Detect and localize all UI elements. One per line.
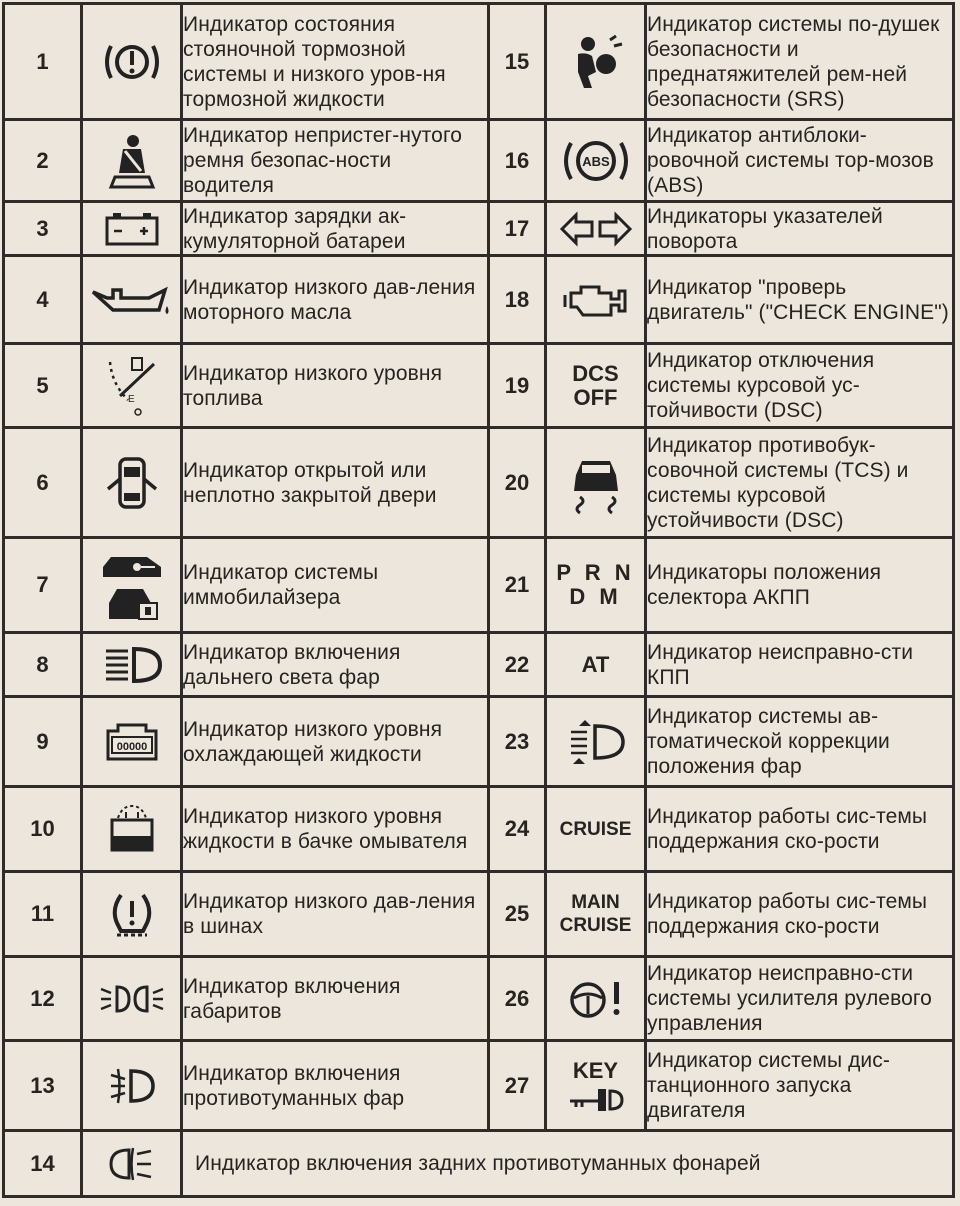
item-number: 15 xyxy=(489,4,546,120)
gear-selector-indicator xyxy=(546,538,646,633)
table-row xyxy=(4,787,954,872)
item-number: 27 xyxy=(489,1041,546,1131)
item-number: 5 xyxy=(4,344,82,428)
item-description: Индикатор "проверь двигатель" ("CHECK ENGINE") xyxy=(646,256,954,344)
item-number: 2 xyxy=(4,120,82,202)
main-cruise-indicator xyxy=(546,872,646,957)
item-description: Индикатор антиблоки-ровочной системы тор-мозов (ABS) xyxy=(646,120,954,202)
item-description: Индикатор низкого уровня жидкости в бачке омывателя xyxy=(182,787,489,872)
item-number: 3 xyxy=(4,202,82,256)
item-number: 26 xyxy=(489,957,546,1041)
item-description: Индикатор работы сис-темы поддержания ско-рости xyxy=(646,787,954,872)
table-row xyxy=(4,256,954,344)
main-cruise-label: MAIN CRUISE xyxy=(559,892,632,936)
fuel-gauge-icon xyxy=(82,344,182,428)
coolant-label: 00000 xyxy=(116,740,147,753)
battery-icon xyxy=(82,202,182,256)
immobilizer-icon xyxy=(82,538,182,633)
high-beam-icon xyxy=(82,633,182,697)
item-description: Индикатор включения дальнего света фар xyxy=(182,633,489,697)
item-number: 8 xyxy=(4,633,82,697)
cruise-label: CRUISE xyxy=(559,818,632,840)
at-indicator xyxy=(546,633,646,697)
check-engine-icon xyxy=(546,256,646,344)
svg-text:E: E xyxy=(127,393,135,405)
item-number: 11 xyxy=(4,872,82,957)
item-number: 13 xyxy=(4,1041,82,1131)
washer-fluid-icon xyxy=(82,787,182,872)
item-description: Индикатор отключения системы курсовой ус-тойчивости (DSC) xyxy=(646,344,954,428)
table-row xyxy=(4,633,954,697)
tire-pressure-icon xyxy=(82,872,182,957)
item-number: 23 xyxy=(489,697,546,787)
airbag-icon xyxy=(546,4,646,120)
item-number: 9 xyxy=(4,697,82,787)
item-description: Индикатор низкого уровня охлаждающей жидкости xyxy=(182,697,489,787)
item-number: 7 xyxy=(4,538,82,633)
item-description: Индикатор низкого дав-ления моторного масла xyxy=(182,256,489,344)
item-description: Индикатор неисправно-сти системы усилителя рулевого управления xyxy=(646,957,954,1041)
item-number: 4 xyxy=(4,256,82,344)
item-description: Индикатор неисправно-сти КПП xyxy=(646,633,954,697)
item-description: Индикаторы положения селектора АКПП xyxy=(646,538,954,633)
item-number: 14 xyxy=(4,1131,82,1197)
table-row xyxy=(4,538,954,633)
table-row xyxy=(4,344,954,428)
table-row xyxy=(4,202,954,256)
dsc-off-indicator xyxy=(546,344,646,428)
item-number: 17 xyxy=(489,202,546,256)
brake-warning-icon xyxy=(82,4,182,120)
item-number: 22 xyxy=(489,633,546,697)
item-number: 18 xyxy=(489,256,546,344)
traction-control-icon xyxy=(546,428,646,538)
item-description: Индикатор низкого уровня топлива xyxy=(182,344,489,428)
table-row xyxy=(4,1131,954,1197)
item-description: Индикатор включения габаритов xyxy=(182,957,489,1041)
gear-selector-label: P R N D M xyxy=(556,560,635,609)
item-description: Индикатор системы иммобилайзера xyxy=(182,538,489,633)
item-description: Индикатор системы дис-танционного запуска двигателя xyxy=(646,1041,954,1131)
item-description: Индикатор системы ав-томатической коррекции положения фар xyxy=(646,697,954,787)
item-description: Индикатор состояния стояночной тормозной системы и низкого уров-ня тормозной жидкости xyxy=(182,4,489,120)
item-description: Индикатор низкого дав-ления в шинах xyxy=(182,872,489,957)
item-description: Индикатор включения противотуманных фар xyxy=(182,1041,489,1131)
item-number: 6 xyxy=(4,428,82,538)
item-description: Индикаторы указателей поворота xyxy=(646,202,954,256)
item-number: 1 xyxy=(4,4,82,120)
item-number: 25 xyxy=(489,872,546,957)
item-number: 21 xyxy=(489,538,546,633)
table-row xyxy=(4,957,954,1041)
front-fog-light-icon xyxy=(82,1041,182,1131)
item-description: Индикатор зарядки ак-кумуляторной батареи xyxy=(182,202,489,256)
turn-signal-arrows-icon xyxy=(546,202,646,256)
abs-label: ABS xyxy=(581,153,610,169)
rear-fog-light-icon xyxy=(82,1131,182,1197)
item-number: 20 xyxy=(489,428,546,538)
headlight-leveling-icon xyxy=(546,697,646,787)
item-description: Индикатор работы сис-темы поддержания ско-рости xyxy=(646,872,954,957)
coolant-level-icon xyxy=(82,697,182,787)
power-steering-icon xyxy=(546,957,646,1041)
key-icon xyxy=(546,1041,646,1131)
item-number: 10 xyxy=(4,787,82,872)
item-description: Индикатор системы по-душек безопасности и преднатяжителей рем-ней безопасности (SRS) xyxy=(646,4,954,120)
table-row xyxy=(4,120,954,202)
key-label: KEY xyxy=(572,1057,619,1083)
open-door-icon xyxy=(82,428,182,538)
item-number: 16 xyxy=(489,120,546,202)
cruise-indicator xyxy=(546,787,646,872)
parking-lights-icon xyxy=(82,957,182,1041)
item-description: Индикатор включения задних противотуманных фонарей xyxy=(182,1131,954,1197)
indicator-table xyxy=(2,2,955,1198)
at-label: AT xyxy=(581,651,610,677)
table-row xyxy=(4,1041,954,1131)
item-description: Индикатор открытой или неплотно закрытой двери xyxy=(182,428,489,538)
item-number: 24 xyxy=(489,787,546,872)
dsc-off-label: DCS OFF xyxy=(572,360,619,410)
table-row xyxy=(4,428,954,538)
item-description: Индикатор противобук-совочной системы (TCS) и системы курсовой устойчивости (DSC) xyxy=(646,428,954,538)
table-row xyxy=(4,872,954,957)
seatbelt-icon xyxy=(82,120,182,202)
oil-can-icon xyxy=(82,256,182,344)
abs-icon xyxy=(546,120,646,202)
item-number: 19 xyxy=(489,344,546,428)
table-row xyxy=(4,697,954,787)
item-number: 12 xyxy=(4,957,82,1041)
table-row xyxy=(4,4,954,120)
item-description: Индикатор непристег-нутого ремня безопас-ности водителя xyxy=(182,120,489,202)
